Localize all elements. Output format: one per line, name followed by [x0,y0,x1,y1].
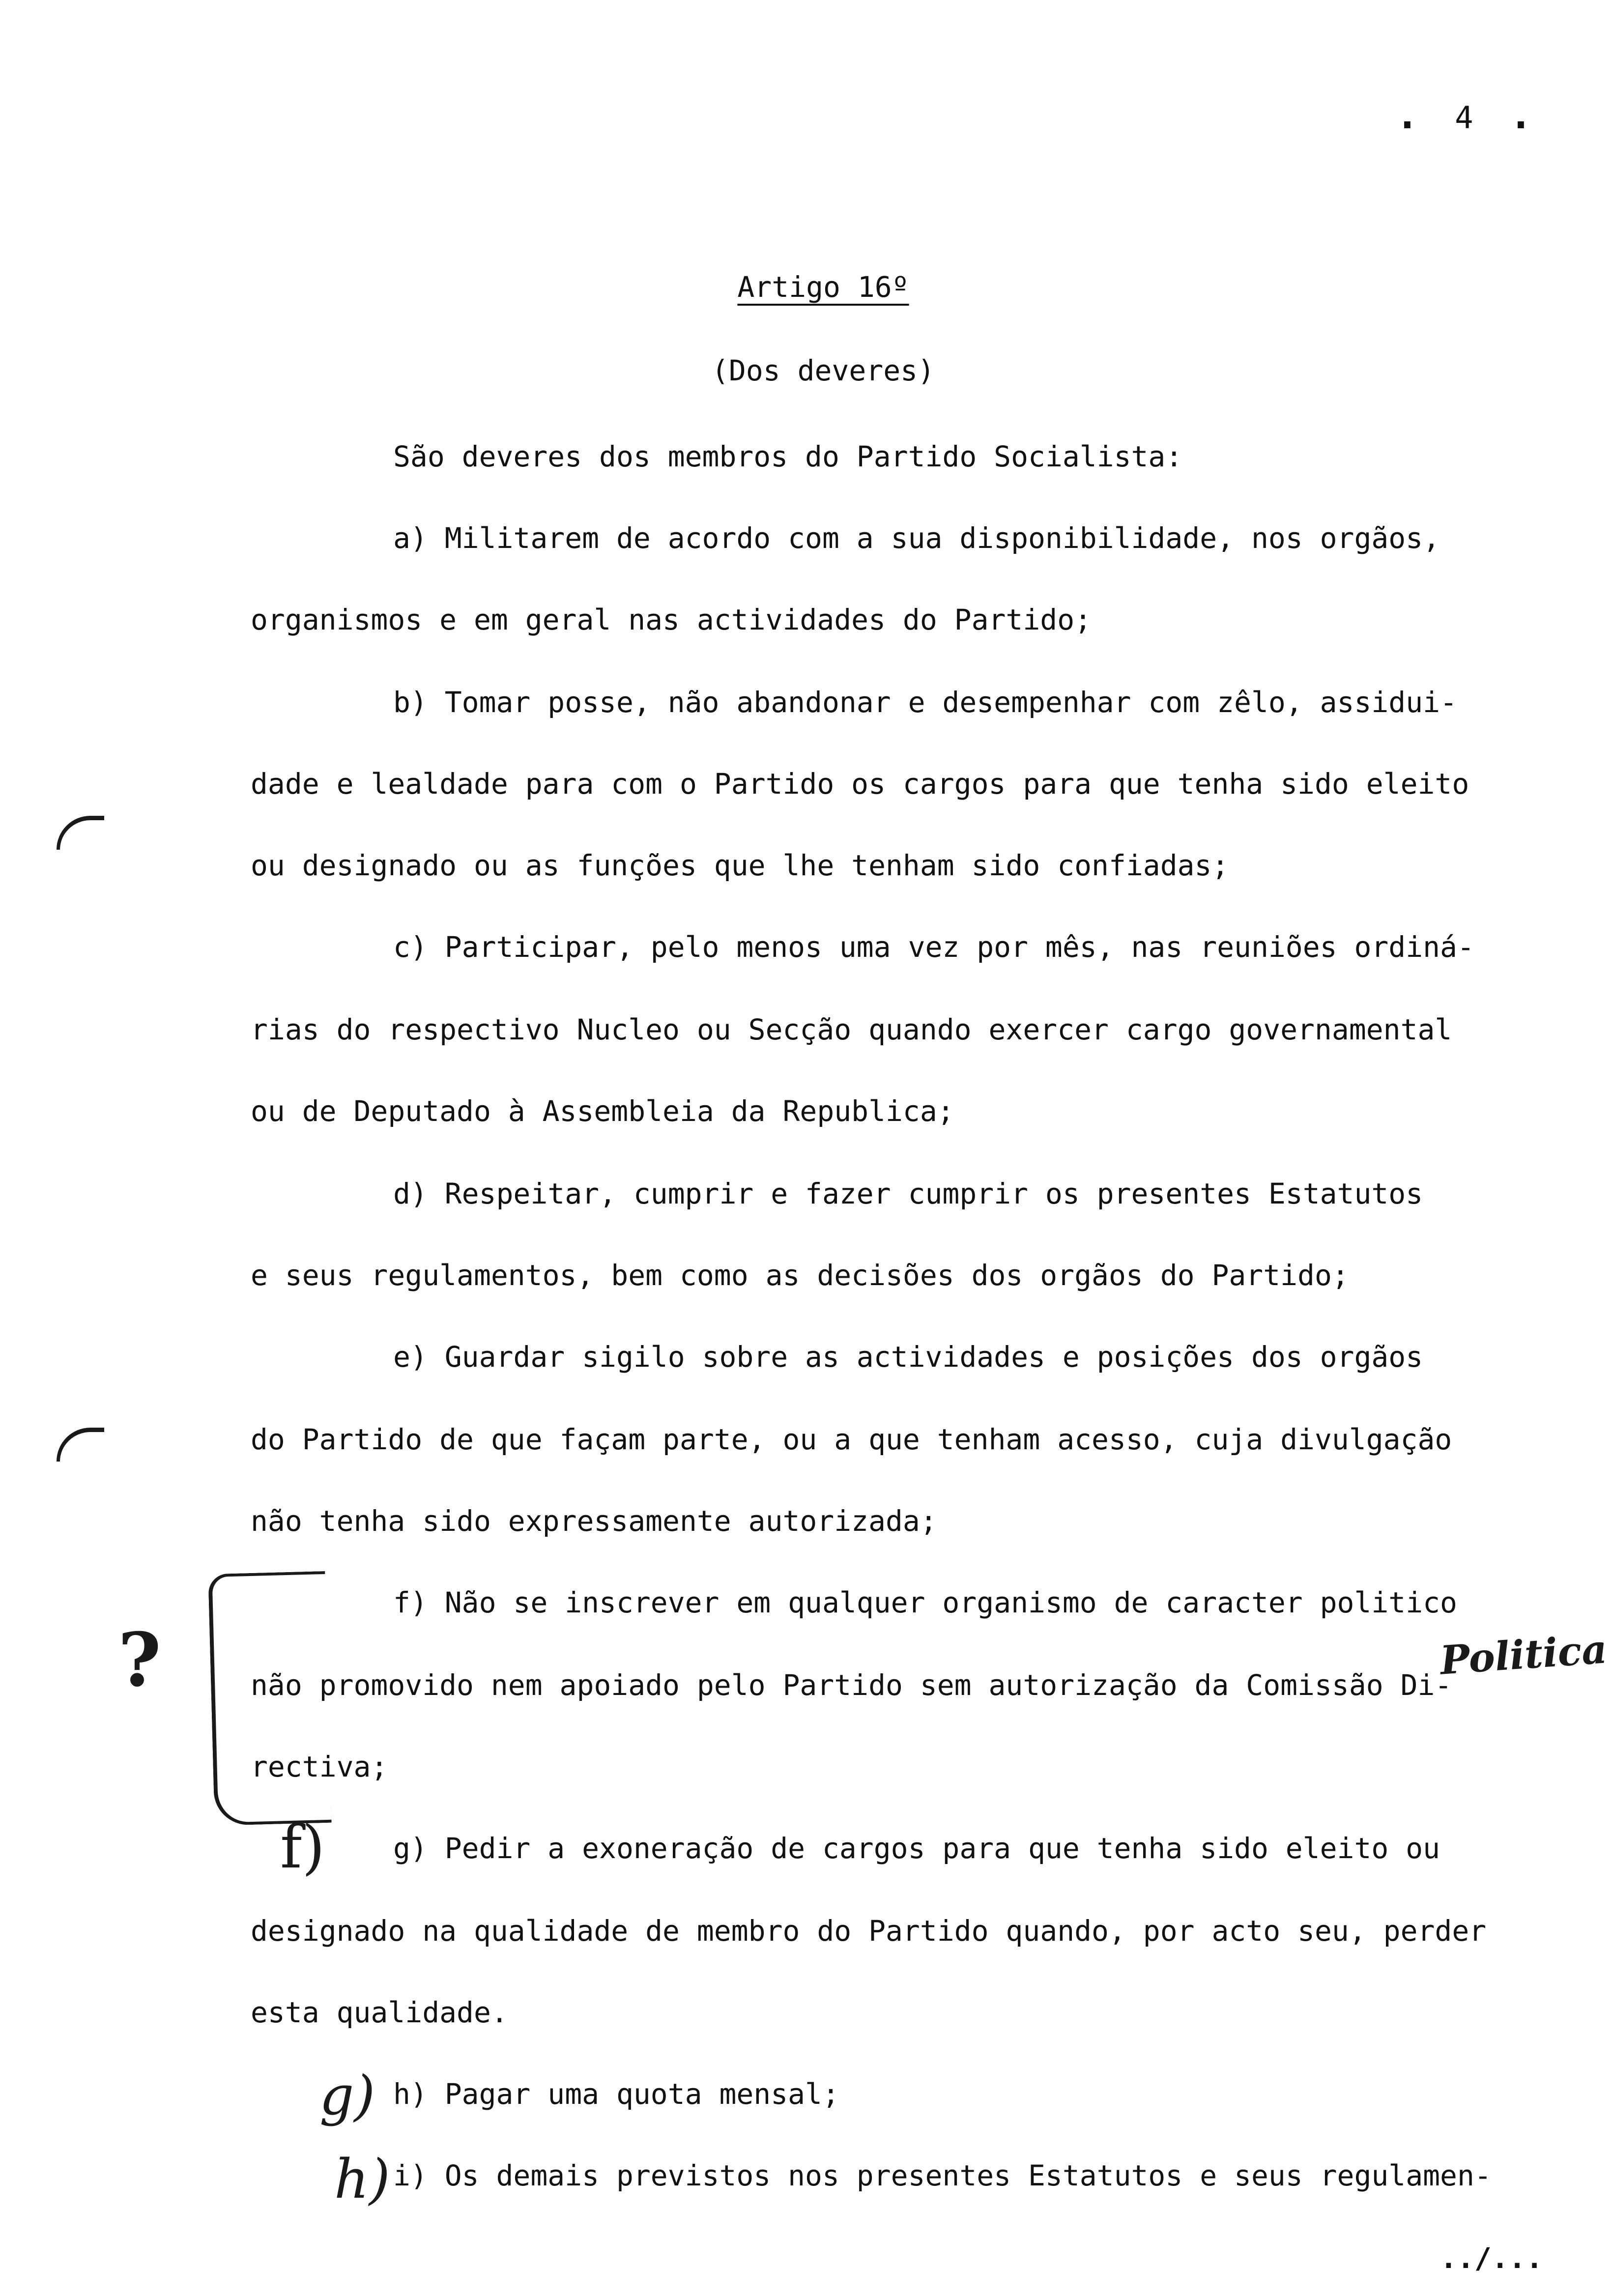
item-d-line-1: d) Respeitar, cumprir e fazer cumprir os presentes Estatutos [393,1177,1423,1210]
handwritten-h-label: h) [334,2148,390,2210]
item-e-line-1: e) Guardar sigilo sobre as actividades e posições dos orgãos [393,1340,1423,1374]
handwritten-f-label: f) [280,1813,325,1882]
item-f-line-3: rectiva; [251,1750,388,1783]
item-i-line-1: i) Os demais previstos nos presentes Estatutos e seus regulamen- [393,2159,1492,2192]
continuation-mark: ../... [1440,2241,1543,2275]
item-g-line-1: g) Pedir a exoneração de cargos para que tenha sido eleito ou [393,1832,1440,1865]
item-b-line-3: ou designado ou as funções que lhe tenham sido confiadas; [251,849,1229,882]
item-f-line-1: f) Não se inscrever em qualquer organismo de caracter politico [393,1586,1457,1619]
item-b-line-1: b) Tomar posse, não abandonar e desempenhar com zêlo, assidui- [393,686,1457,719]
item-g-line-2: designado na qualidade de membro do Partido quando, por acto seu, perder [251,1914,1487,1948]
margin-arc-mark [57,816,104,850]
handwritten-question-mark: ? [118,1617,161,1703]
margin-arc-mark [57,1428,104,1462]
item-a-line-1: a) Militarem de acordo com a sua disponibilidade, nos orgãos, [393,521,1440,555]
item-d-line-2: e seus regulamentos, bem como as decisões dos orgãos do Partido; [251,1259,1349,1292]
item-f-line-2: não promovido nem apoiado pelo Partido sem autorização da Comissão Di- [251,1668,1452,1702]
article-title: Artigo 16º [737,270,909,304]
item-b-line-2: dade e lealdade para com o Partido os cargos para que tenha sido eleito [251,767,1469,801]
item-c-line-2: rias do respectivo Nucleo ou Secção quando exercer cargo governamental [251,1013,1452,1046]
handwritten-politica: Politica [1439,1626,1609,1684]
margin-bracket [208,1571,331,1826]
item-h-line-1: h) Pagar uma quota mensal; [393,2077,839,2111]
handwritten-g-label: g) [319,2064,375,2127]
item-g-line-3: esta qualidade. [251,1996,508,2029]
article-subtitle: (Dos deveres) [712,354,935,387]
item-a-line-2: organismos e em geral nas actividades do Partido; [251,603,1092,636]
intro-text: São deveres dos membros do Partido Socialista: [393,440,1183,473]
page-number: . 4 . [1396,93,1541,138]
item-c-line-3: ou de Deputado à Assembleia da Republica; [251,1094,954,1128]
item-e-line-3: não tenha sido expressamente autorizada; [251,1504,937,1538]
item-e-line-2: do Partido de que façam parte, ou a que tenham acesso, cuja divulgação [251,1423,1452,1456]
item-c-line-1: c) Participar, pelo menos uma vez por mês, nas reuniões ordiná- [393,930,1474,964]
